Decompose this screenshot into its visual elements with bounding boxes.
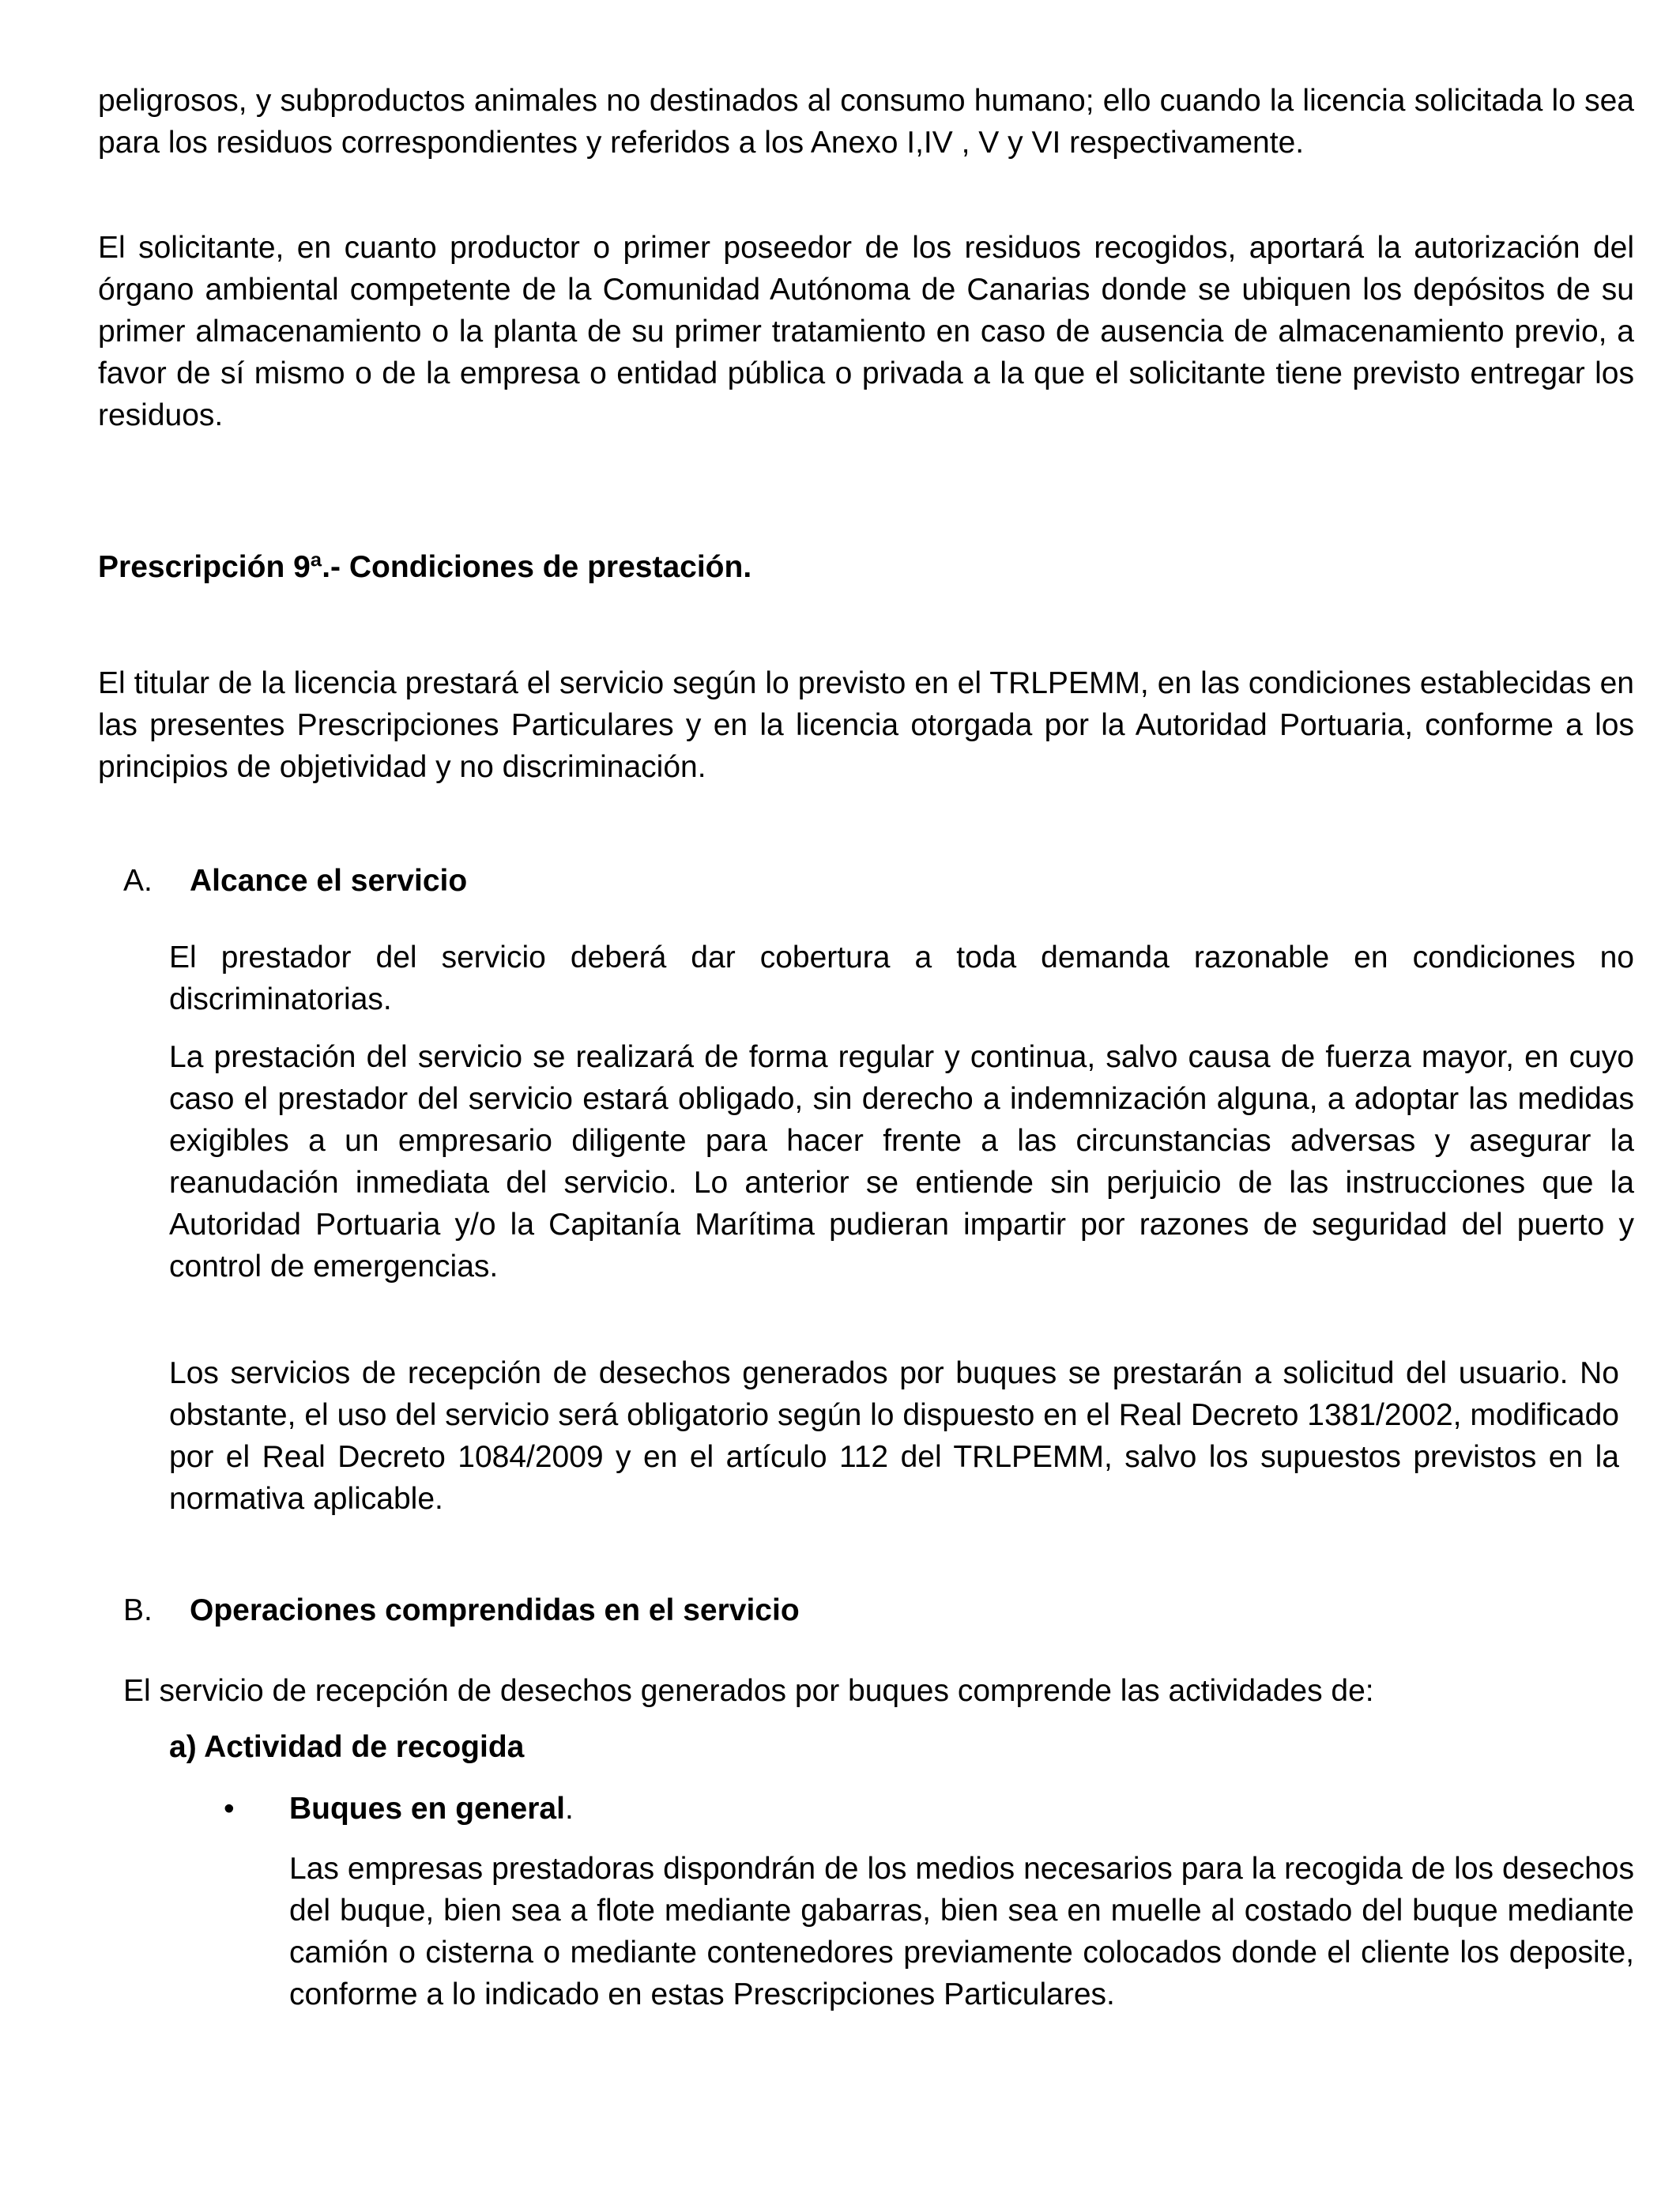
bullet-period: . xyxy=(564,1792,574,1826)
paragraph-solicitante: El solicitante, en cuanto productor o primer poseedor de los residuos recogidos, aportará la autorización del órgano ambiental competente de la Comunidad Autónoma de Canarias donde se ubiquen los depósitos de su primer almacenamiento o la planta de su primer tratamiento en caso de ausencia de almacenamiento previo, a favor de sí mismo o de la empresa o entidad pública o privada a la que el solicitante tiene previsto entregar los residuos. xyxy=(98,231,1634,432)
section-a-paragraph: El prestador del servicio deberá dar cobertura a toda demanda razonable en condiciones no discriminatorias. xyxy=(169,941,1634,1016)
section-a-paragraph: La prestación del servicio se realizará de forma regular y continua, salvo causa de fuerza mayor, en cuyo caso el prestador del servicio estará obligado, sin derecho a indemnización alguna, a adoptar las medidas exigibles a un empresario diligente para hacer frente a las circunstancias adversas y asegurar la reanudación inmediata del servicio. Lo anterior se entiende sin perjuicio de las instrucciones que la Autoridad Portuaria y/o la Capitanía Marítima pudieran impartir por razones de seguridad del puerto y control de emergencias. xyxy=(169,1040,1634,1284)
bullet-item xyxy=(224,1788,574,1830)
bullet-title: Buques en general xyxy=(289,1792,565,1826)
bullet-icon: • xyxy=(224,1792,235,1826)
paragraph-titular: El titular de la licencia prestará el servicio según lo previsto en el TRLPEMM, en las condiciones establecidas en las presentes Prescripciones Particulares y en la licencia otorgada por la Autoridad Portuaria, conforme a los principios de objetividad y no discriminación. xyxy=(98,666,1634,784)
section-b-title: Operaciones comprendidas en el servicio xyxy=(190,1593,800,1627)
section-a-letter: A. xyxy=(123,864,153,898)
section-b-letter: B. xyxy=(123,1593,153,1627)
subsection-a-heading: a) Actividad de recogida xyxy=(169,1730,525,1764)
paragraph-residuos: peligrosos, y subproductos animales no destinados al consumo humano; ello cuando la licencia solicitada lo sea para los residuos correspondientes y referidos a los Anexo I,IV , V y VI respectivamente. xyxy=(98,84,1634,160)
section-a-paragraph: Los servicios de recepción de desechos generados por buques se prestarán a solicitud del usuario. No obstante, el uso del servicio será obligatorio según lo dispuesto en el Real Decreto 1381/2002, modificado por el Real Decreto 1084/2009 y en el artículo 112 del TRLPEMM, salvo los supuestos previstos en la normativa aplicable. xyxy=(169,1356,1619,1516)
section-a-heading xyxy=(123,860,467,902)
section-b-intro: El servicio de recepción de desechos generados por buques comprende las actividades de: xyxy=(123,1674,1374,1708)
section-a-title: Alcance el servicio xyxy=(190,864,468,898)
section-b-heading xyxy=(123,1589,800,1631)
section-heading: Prescripción 9ª.- Condiciones de prestación. xyxy=(98,550,752,584)
bullet-paragraph: Las empresas prestadoras dispondrán de los medios necesarios para la recogida de los desechos del buque, bien sea a flote mediante gabarras, bien sea en muelle al costado del buque mediante camión o cisterna o mediante contenedores previamente colocados donde el cliente los deposite, conforme a lo indicado en estas Prescripciones Particulares. xyxy=(289,1852,1634,2011)
